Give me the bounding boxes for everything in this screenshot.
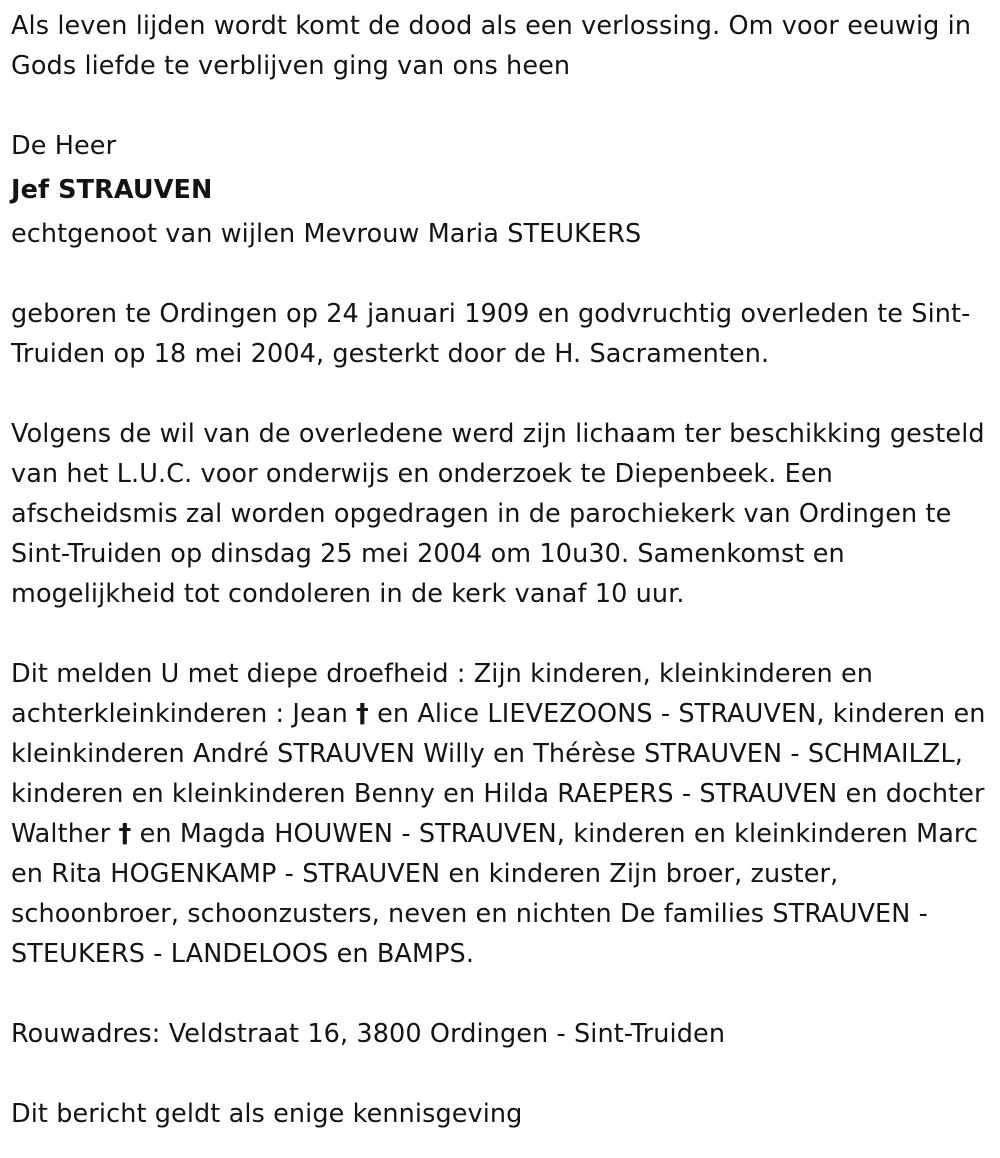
cross-icon: † bbox=[356, 699, 369, 729]
cross-icon: † bbox=[118, 819, 132, 849]
honorific: De Heer bbox=[11, 131, 117, 161]
spacer bbox=[11, 614, 991, 654]
spacer bbox=[11, 974, 991, 1014]
mourning-address: Rouwadres: Veldstraat 16, 3800 Ordingen - Sint-Truiden bbox=[11, 1019, 726, 1049]
spouse-line: echtgenoot van wijlen Mevrouw Maria STEUKERS bbox=[11, 219, 642, 249]
deceased-name: Jef STRAUVEN bbox=[11, 175, 213, 205]
family-text-part3: en Magda HOUWEN - STRAUVEN, kinderen en kleinkinderen Marc en Rita HOGENKAMP - STRAUVEN en kinderen Zijn broer, zuster, schoonbroer, schoonzusters, neven en nichten De families STRAUVEN - STEUKERS - LANDELOOS en BAMPS. bbox=[11, 819, 979, 969]
intro-text: Als leven lijden wordt komt de dood als een verlossing. Om voor eeuwig in Gods liefde te verblijven ging van ons heen bbox=[11, 11, 972, 81]
spacer bbox=[11, 254, 991, 294]
arrangements-text: Volgens de wil van de overledene werd zijn lichaam ter beschikking gesteld van het L.U.C. voor onderwijs en onderzoek te Diepenbeek. Een afscheidsmis zal worden opgedragen in de parochiekerk van Ordingen te Sint-Truiden op dinsdag 25 mei 2004 om 10u30. Samenkomst en mogelijkheid tot condoleren in de kerk vanaf 10 uur. bbox=[11, 419, 985, 609]
notice-text: Dit bericht geldt als enige kennisgeving bbox=[11, 1099, 523, 1129]
family-announcement bbox=[11, 654, 991, 974]
spacer bbox=[11, 86, 991, 126]
spacer bbox=[11, 374, 991, 414]
obituary-document bbox=[11, 6, 991, 1134]
family-text-part1: Dit melden U met diepe droefheid : Zijn kinderen, kleinkinderen en achterkleinkinderen : Jean bbox=[11, 659, 874, 729]
birth-death-text: geboren te Ordingen op 24 januari 1909 en godvruchtig overleden te Sint-Truiden op 18 mei 2004, gesterkt door de H. Sacramenten. bbox=[11, 299, 971, 369]
spacer bbox=[11, 1054, 991, 1094]
family-text-part2: en Alice LIEVEZOONS - STRAUVEN, kinderen en kleinkinderen André STRAUVEN Willy en Thérèse STRAUVEN - SCHMAILZL, kinderen en kleinkinderen Benny en Hilda RAEPERS - STRAUVEN en dochter Walther bbox=[11, 699, 986, 849]
